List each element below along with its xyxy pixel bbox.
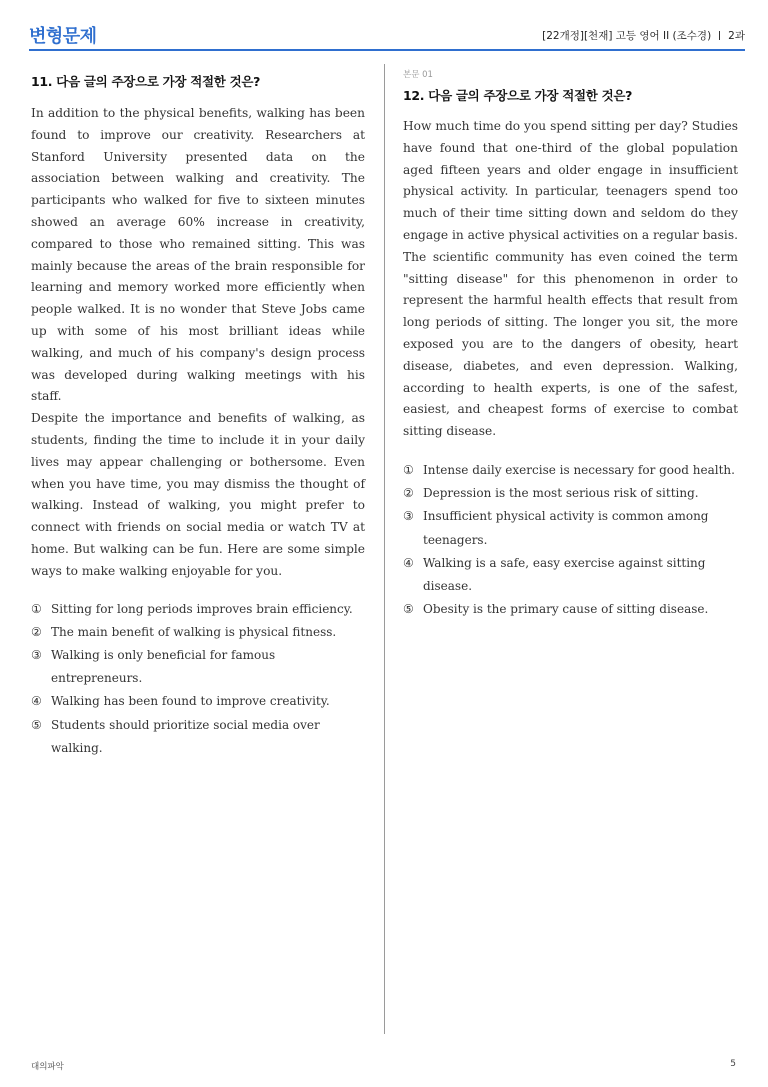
passage-paragraph: Despite the importance and benefits of walking, as students, finding the time to include it in your daily lives may appear challenging or bothersome. Even when you have time, you may dismiss the thought of walking. Instead of walking, you might prefer to connect with friends on social media or watch TV at home. But walking can be fun. Here are some simple ways to make walking enjoyable for you. xyxy=(31,411,365,578)
answer-option[interactable] xyxy=(403,505,738,551)
footer-publisher: 대의파악 xyxy=(31,1062,64,1072)
answer-option[interactable] xyxy=(403,598,738,621)
answer-option[interactable] xyxy=(31,644,365,690)
passage xyxy=(31,103,365,583)
answer-option[interactable] xyxy=(403,482,738,505)
question-title: 11. 다음 글의 주장으로 가장 적절한 것은? xyxy=(31,74,261,89)
page-number: 5 xyxy=(730,1059,736,1069)
answer-option[interactable] xyxy=(403,459,738,482)
answer-option[interactable] xyxy=(403,552,738,598)
passage xyxy=(403,116,738,443)
answer-option[interactable] xyxy=(31,621,365,644)
option-number: ③ xyxy=(403,509,414,524)
answer-options xyxy=(403,459,738,621)
lesson-number: 2과 xyxy=(728,30,745,42)
option-text: Walking is only beneficial for famous entrepreneurs. xyxy=(51,647,276,686)
passage-paragraph: How much time do you spend sitting per day? Studies have found that one-third of the global population aged fifteen years and older engage in insufficient physical activity. In particular, teenagers spend too much of their time sitting down and seldom do they engage in active physical activities on a regular basis. xyxy=(403,119,738,242)
option-text: Obesity is the primary cause of sitting disease. xyxy=(423,602,709,617)
column-divider xyxy=(384,64,385,1034)
option-text: Depression is the most serious risk of sitting. xyxy=(423,486,699,501)
option-number: ⑤ xyxy=(403,602,414,617)
book-title: [22개정][천재] 고등 영어 II (조수경) xyxy=(542,30,712,42)
question-12 xyxy=(403,68,738,621)
option-text: Intense daily exercise is necessary for good health. xyxy=(423,462,735,477)
option-text: Sitting for long periods improves brain efficiency. xyxy=(51,601,353,616)
answer-option[interactable] xyxy=(31,690,365,713)
answer-option[interactable] xyxy=(31,598,365,621)
passage-paragraph: In addition to the physical benefits, walking has been found to improve our creativity. Researchers at Stanford University presented data on the association between walking and creativity. The participants who walked for five to sixteen minutes showed an average 60% increase in creativity, compared to those who remained sitting. This was mainly because the areas of the brain responsible for learning and memory worked more efficiently when people walked. It is no wonder that Steve Jobs came up with some of his most brilliant ideas while walking, and much of his company's design process was developed during walking meetings with his staff. xyxy=(31,106,365,404)
option-text: Insufficient physical activity is common among teenagers. xyxy=(423,509,709,547)
book-info xyxy=(542,28,745,43)
page-header xyxy=(29,22,745,50)
option-number: ④ xyxy=(31,694,42,709)
question-11 xyxy=(31,72,365,760)
option-text: Students should prioritize social media over walking. xyxy=(51,717,320,755)
option-number: ④ xyxy=(403,555,414,570)
passage-paragraph: The scientific community has even coined the term "sitting disease" for this phenomenon in order to represent the harmful health effects that result from long periods of sitting. The longer you sit, the more exposed you are to the dangers of obesity, heart disease, diabetes, and even depression. Walking, according to health experts, is one of the safest, easiest, and cheapest forms of exercise to combat sitting disease. xyxy=(403,249,738,439)
answer-options xyxy=(31,598,365,760)
option-number: ③ xyxy=(31,647,42,662)
option-number: ① xyxy=(31,601,42,616)
option-number: ⑤ xyxy=(31,717,42,732)
option-number: ② xyxy=(403,486,414,501)
option-number: ① xyxy=(403,462,414,477)
question-title: 12. 다음 글의 주장으로 가장 적절한 것은? xyxy=(403,88,633,103)
header-separator xyxy=(719,31,720,40)
brand-title: 변형문제 xyxy=(29,26,97,47)
option-text: Walking has been found to improve creativity. xyxy=(51,694,330,709)
option-text: The main benefit of walking is physical fitness. xyxy=(51,624,337,639)
option-number: ② xyxy=(31,624,42,639)
answer-option[interactable] xyxy=(31,714,365,760)
passage-label: 본문 01 xyxy=(403,70,433,80)
header-rule xyxy=(29,49,745,51)
option-text: Walking is a safe, easy exercise against sitting disease. xyxy=(423,555,706,593)
